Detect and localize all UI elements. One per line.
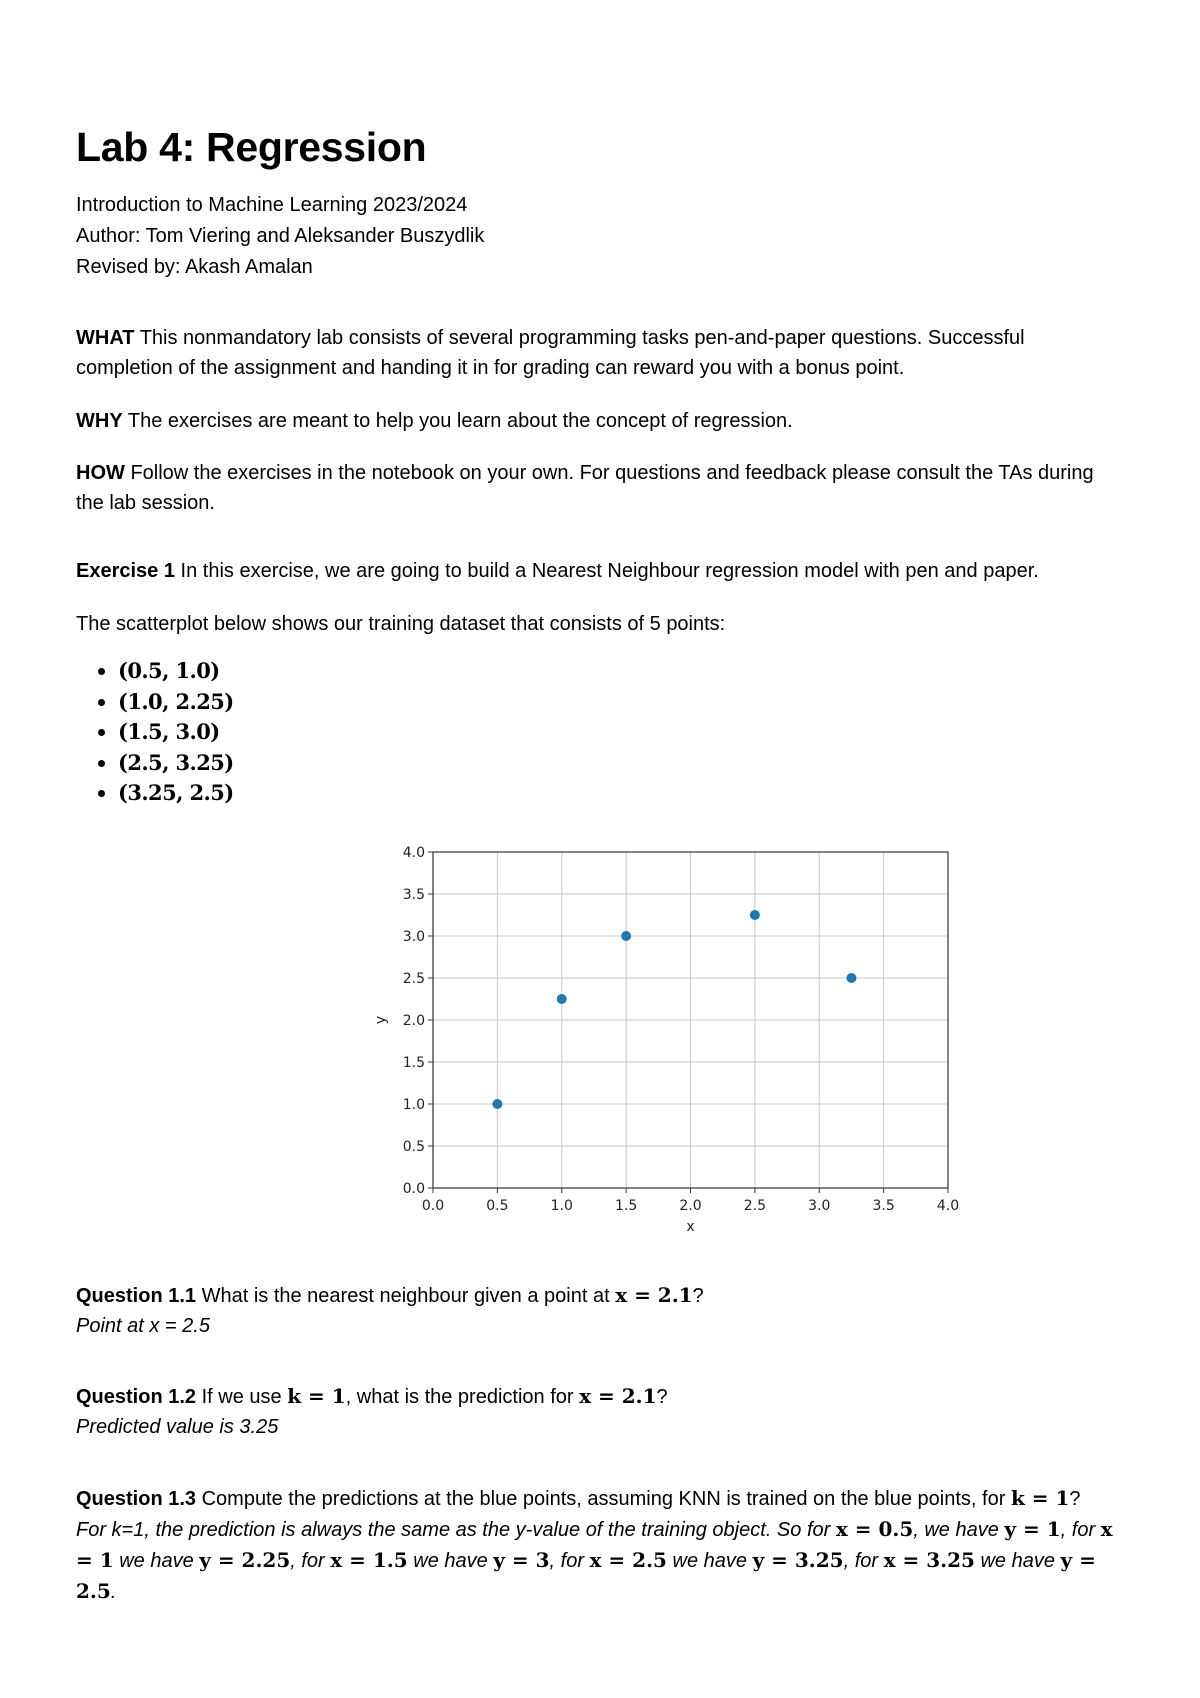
math-expression: x = 2.1 (615, 1283, 693, 1307)
y-tick-label: 2.0 (402, 1013, 425, 1029)
exercise-1-paragraph (76, 556, 1116, 586)
y-tick-label: 1.0 (402, 1097, 425, 1113)
x-tick-label: 1.5 (614, 1198, 638, 1214)
page-title: Lab 4: Regression (76, 124, 427, 170)
training-points-list (76, 656, 234, 809)
what-label: WHAT (76, 327, 135, 349)
question-text: , what is the prediction for (345, 1386, 580, 1408)
answer-text: we have (666, 1550, 753, 1572)
y-tick-label: 3.0 (402, 929, 425, 945)
math-expression: y = 3.25 (752, 1548, 844, 1572)
answer-text: . (110, 1581, 117, 1603)
question-1-2 (76, 1381, 1116, 1442)
document-meta (76, 190, 484, 283)
answer-text: , for (843, 1550, 884, 1572)
list-item: • (1.0, 2.25) (118, 687, 234, 718)
exercise-1-text: In this exercise, we are going to build a Nearest Neighbour regression model with pen and paper. (174, 560, 1039, 582)
why-paragraph (76, 406, 1116, 436)
list-item: • (2.5, 3.25) (118, 748, 234, 779)
why-text: The exercises are meant to help you learn about the concept of regression. (122, 410, 793, 432)
question-1-3 (76, 1483, 1116, 1607)
course-line: Introduction to Machine Learning 2023/2024 (76, 194, 468, 216)
why-label: WHY (76, 410, 123, 432)
x-tick-label: 4.0 (936, 1198, 960, 1214)
answer-1-2: Predicted value is 3.25 (76, 1416, 279, 1438)
x-tick-label: 3.5 (872, 1198, 895, 1214)
answer-text: we have (974, 1550, 1061, 1572)
x-tick-label: 1.0 (550, 1198, 573, 1214)
list-item: • (0.5, 1.0) (118, 656, 234, 687)
math-expression: y = 3 (493, 1548, 550, 1572)
answer-1-1: Point at x = 2.5 (76, 1315, 210, 1337)
math-expression: x = 3.25 (883, 1548, 975, 1572)
math-expression: x = 2.5 (589, 1548, 667, 1572)
math-expression: y = 1 (1004, 1517, 1061, 1541)
list-item: • (1.5, 3.0) (118, 717, 234, 748)
scatter-intro: The scatterplot below shows our training dataset that consists of 5 points: (76, 613, 726, 635)
math-expression: y = 2.5 (76, 1548, 1096, 1603)
question-1-1-label: Question 1.1 (76, 1285, 197, 1307)
question-text: If we use (196, 1386, 288, 1408)
x-axis-label: x (686, 1219, 695, 1235)
revised-line: Revised by: Akash Amalan (76, 256, 313, 278)
math-expression: x = 0.5 (835, 1517, 914, 1541)
question-1-1 (76, 1280, 1116, 1341)
how-label: HOW (76, 462, 125, 484)
how-text: Follow the exercises in the notebook on your own. For questions and feedback please consult the TAs during the lab session. (76, 462, 1094, 514)
question-text: Compute the predictions at the blue points, assuming KNN is trained on the blue points, for (196, 1488, 1011, 1510)
list-item: • (3.25, 2.5) (118, 778, 234, 809)
question-1-3-label: Question 1.3 (76, 1488, 197, 1510)
answer-text: For k=1, the prediction is always the same as the y-value of the training object. So for (76, 1519, 836, 1541)
what-paragraph (76, 323, 1116, 383)
math-expression: x = 1.5 (330, 1548, 408, 1572)
exercise-1-label: Exercise 1 (76, 560, 175, 582)
data-point (557, 994, 567, 1004)
math-expression: k = 1 (1010, 1486, 1070, 1510)
y-tick-label: 0.0 (402, 1181, 425, 1197)
question-text: ? (1069, 1488, 1081, 1510)
x-tick-label: 0.5 (486, 1198, 509, 1214)
how-paragraph (76, 458, 1116, 518)
y-tick-label: 3.5 (402, 887, 425, 903)
answer-text: we have (407, 1550, 494, 1572)
question-1-2-label: Question 1.2 (76, 1386, 197, 1408)
question-text: ? (656, 1386, 668, 1408)
question-1-1-end: ? (692, 1285, 704, 1307)
data-point (621, 931, 631, 941)
answer-1-3 (76, 1519, 1113, 1603)
answer-text: , we have (913, 1519, 1005, 1541)
author-line: Author: Tom Viering and Aleksander Buszydlik (76, 225, 485, 247)
x-tick-label: 2.0 (679, 1198, 702, 1214)
math-expression: x = 2.1 (579, 1384, 657, 1408)
what-text: This nonmandatory lab consists of several programming tasks pen-and-paper questions. Successful completion of the assignment and handing it in for grading can reward you with a bonus point. (76, 327, 1025, 379)
answer-text: we have (113, 1550, 200, 1572)
answer-text: , for (549, 1550, 590, 1572)
question-1-1-text: What is the nearest neighbour given a point at (196, 1285, 616, 1307)
answer-text: , for (1060, 1519, 1101, 1541)
y-tick-label: 0.5 (402, 1139, 425, 1155)
data-point (846, 973, 856, 983)
data-point (750, 910, 760, 920)
math-expression: y = 2.25 (199, 1548, 291, 1572)
y-axis-label: y (373, 1015, 389, 1025)
math-expression: k = 1 (287, 1384, 346, 1408)
y-tick-label: 4.0 (402, 845, 425, 861)
x-tick-label: 2.5 (743, 1198, 767, 1214)
math-expression: x = 1 (76, 1517, 1113, 1572)
answer-text: , for (290, 1550, 331, 1572)
x-tick-label: 3.0 (808, 1198, 831, 1214)
x-tick-label: 0.0 (421, 1198, 445, 1214)
data-point (492, 1099, 502, 1109)
y-tick-label: 2.5 (402, 971, 425, 987)
scatter-chart (366, 836, 966, 1256)
y-tick-label: 1.5 (402, 1055, 425, 1071)
